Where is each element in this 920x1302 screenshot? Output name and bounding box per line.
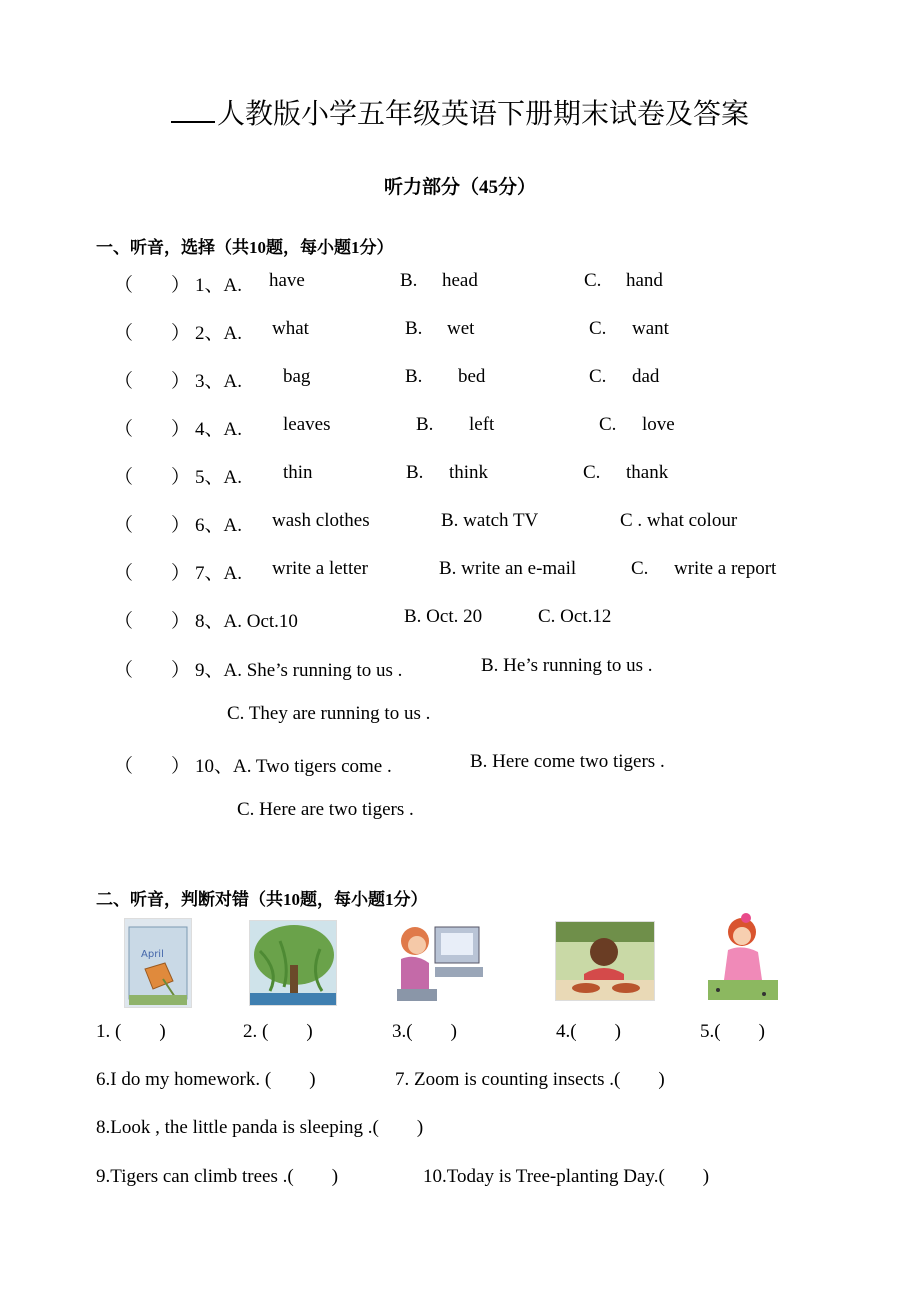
option-c: thank: [626, 462, 669, 483]
option-b-label: B.: [405, 366, 423, 387]
listening-subtitle: 听力部分（45分）: [383, 177, 536, 198]
option-b: bed: [458, 366, 486, 387]
question-number: 9、A. She’s running to us .: [195, 660, 403, 681]
option-b-label: B.: [406, 462, 424, 483]
picture-2-label: 2. ( ): [243, 1021, 313, 1042]
picture-5-label: 5.( ): [700, 1021, 765, 1042]
option-b: B. He’s running to us .: [481, 655, 653, 676]
statement-6: 6.I do my homework. ( ): [96, 1069, 316, 1090]
question-number: 7、A.: [195, 563, 242, 584]
option-a: have: [269, 270, 305, 291]
option-c-label: C.: [589, 318, 607, 339]
answer-bracket: （ ）: [114, 660, 191, 681]
option-c: hand: [626, 270, 663, 291]
tree-illustration: [250, 921, 336, 1005]
answer-bracket: （ ）: [114, 467, 191, 488]
option-c: dad: [632, 366, 660, 387]
option-a: write a letter: [272, 558, 369, 579]
option-c: C . what colour: [620, 510, 738, 531]
option-b: B. watch TV: [441, 510, 539, 531]
answer-bracket: （ ）: [114, 515, 191, 536]
option-c: love: [642, 414, 675, 435]
option-c-label: C.: [589, 366, 607, 387]
picture-3-label: 3.( ): [392, 1021, 457, 1042]
question-number: 2、A.: [195, 323, 242, 344]
option-c-label: C.: [631, 558, 649, 579]
answer-bracket: （ ）: [114, 371, 191, 392]
page-title: [0, 92, 920, 132]
title-text: 人教版小学五年级英语下册期末试卷及答案: [216, 99, 749, 130]
question-number: 1、A.: [195, 275, 242, 296]
option-b: think: [449, 462, 489, 483]
girl-counting-insects-illustration: [706, 910, 780, 1002]
option-a: bag: [283, 366, 311, 387]
question-number: 4、A.: [195, 419, 242, 440]
option-b-label: B.: [400, 270, 418, 291]
answer-bracket: （ ）: [114, 563, 191, 584]
tree-picture: [249, 920, 337, 1006]
option-b: head: [442, 270, 478, 291]
option-c: C. Oct.12: [538, 606, 612, 627]
option-b: B. write an e-mail: [439, 558, 577, 579]
option-c: C. They are running to us .: [227, 703, 431, 724]
option-c: want: [632, 318, 669, 339]
girl-insects-picture: [706, 910, 780, 1002]
boy-eating-picture: [555, 921, 655, 1001]
answer-bracket: （ ）: [114, 275, 191, 296]
option-b: B. Oct. 20: [404, 606, 483, 627]
boy-eating-illustration: [556, 922, 654, 1000]
girl-computer-picture: [391, 919, 486, 1003]
kite-calendar-illustration: [125, 919, 191, 1007]
answer-bracket: （ ）: [114, 756, 191, 777]
option-c-label: C.: [584, 270, 602, 291]
option-c: C. Here are two tigers .: [237, 799, 414, 820]
answer-bracket: （ ）: [114, 323, 191, 344]
option-a: what: [272, 318, 309, 339]
april-text: April: [141, 949, 164, 960]
calendar-april-picture: [124, 918, 192, 1008]
statement-10: 10.Today is Tree-planting Day.( ): [423, 1166, 710, 1187]
answer-bracket: （ ）: [114, 419, 191, 440]
statement-8: 8.Look , the little panda is sleeping .( ): [96, 1117, 424, 1138]
option-c-label: C.: [599, 414, 617, 435]
question-number: 10、A. Two tigers come .: [195, 756, 392, 777]
answer-bracket: （ ）: [114, 611, 191, 632]
option-b-label: B.: [416, 414, 434, 435]
option-c: write a report: [674, 558, 777, 579]
picture-1-label: 1. ( ): [96, 1021, 166, 1042]
section2-heading: 二、听音，判断对错（共10题，每小题1分）: [96, 890, 428, 909]
section1-heading: 一、听音，选择（共10题，每小题1分）: [96, 238, 394, 257]
option-a: leaves: [283, 414, 331, 435]
option-c-label: C.: [583, 462, 601, 483]
option-b: wet: [447, 318, 475, 339]
statement-7: 7. Zoom is counting insects .( ): [395, 1069, 665, 1090]
option-b: left: [469, 414, 495, 435]
question-number: 8、A. Oct.10: [195, 611, 298, 632]
option-b-label: B.: [405, 318, 423, 339]
question-number: 3、A.: [195, 371, 242, 392]
question-number: 5、A.: [195, 467, 242, 488]
title-blank: [171, 95, 215, 123]
girl-at-computer-illustration: [391, 919, 486, 1003]
picture-4-label: 4.( ): [556, 1021, 621, 1042]
statement-9: 9.Tigers can climb trees .( ): [96, 1166, 339, 1187]
question-number: 6、A.: [195, 515, 242, 536]
option-b: B. Here come two tigers .: [470, 751, 665, 772]
option-a: thin: [283, 462, 313, 483]
option-a: wash clothes: [272, 510, 370, 531]
